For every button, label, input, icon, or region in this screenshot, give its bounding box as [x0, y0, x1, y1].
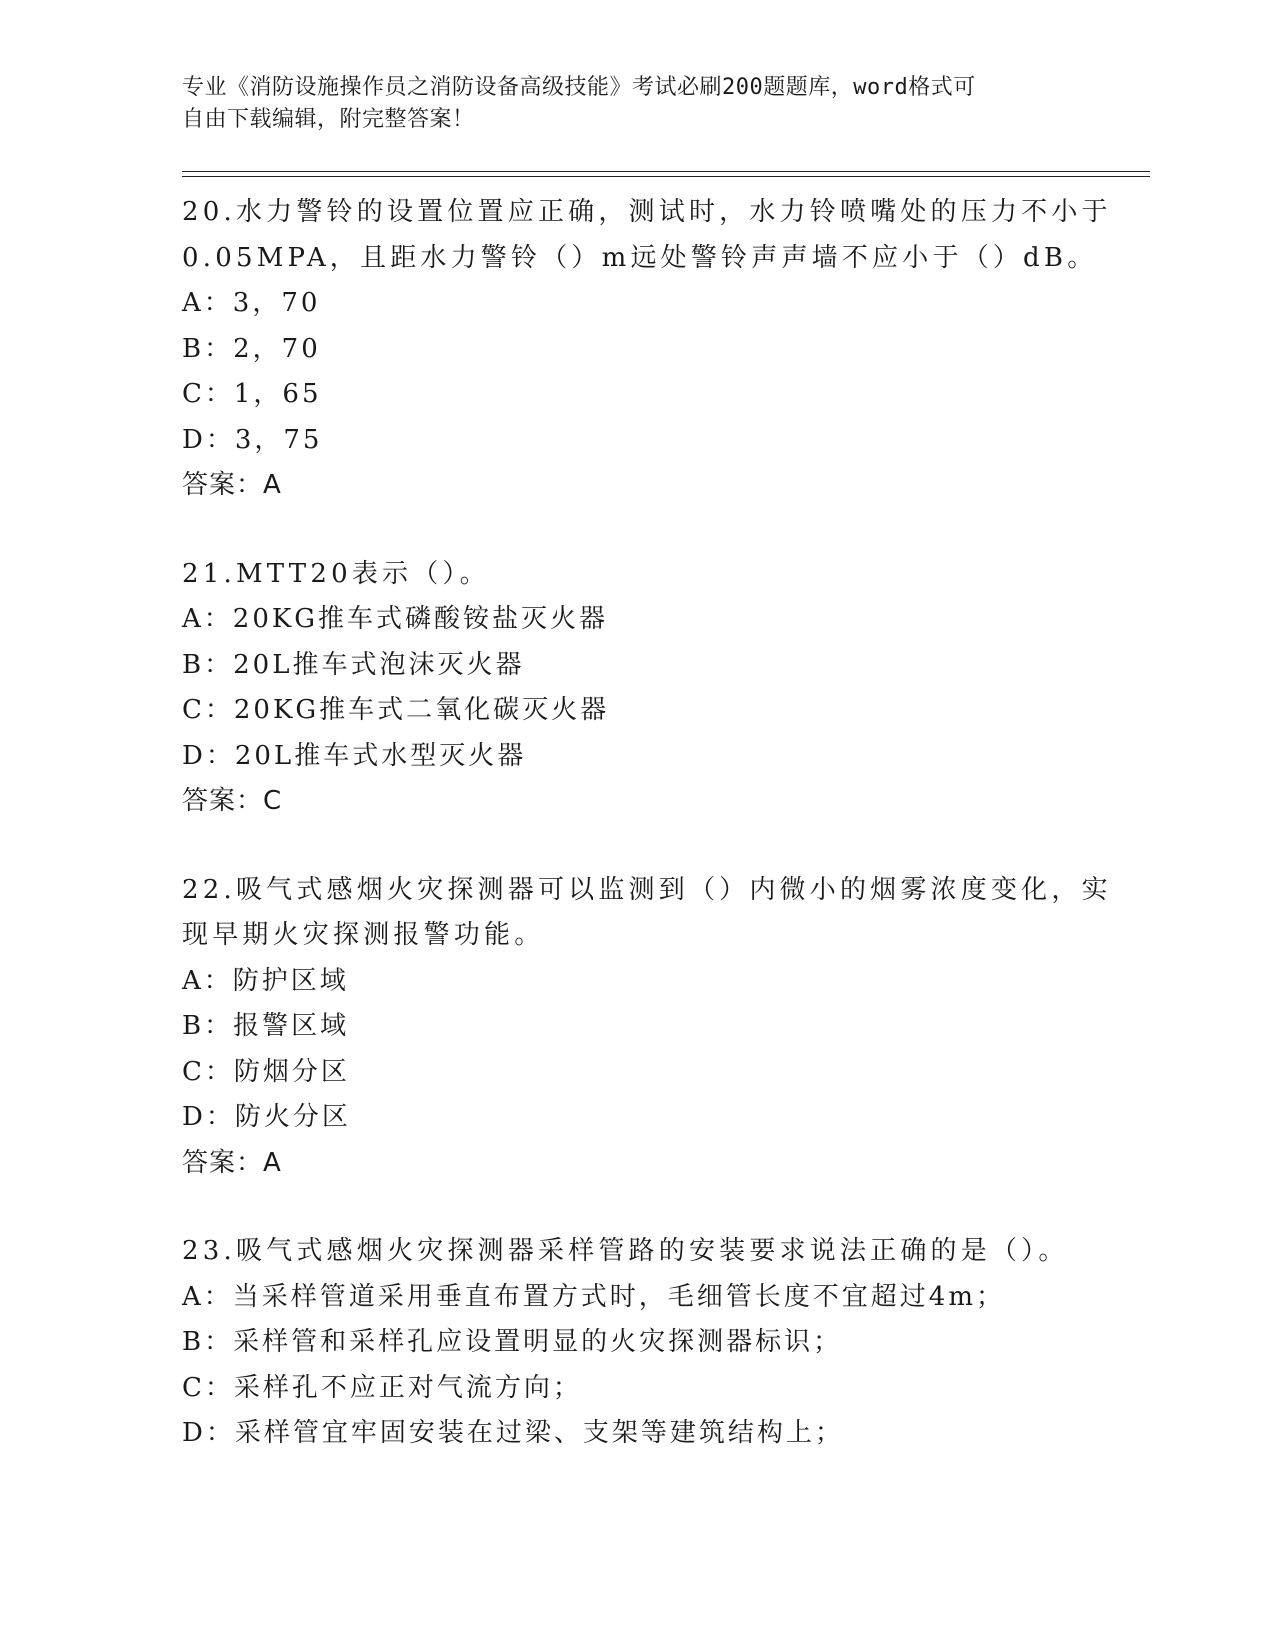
option-c: C：采样孔不应正对气流方向；	[182, 1372, 582, 1403]
option-a: A：防护区域	[182, 965, 349, 996]
option-d: D：采样管宜牢固安装在过梁、支架等建筑结构上；	[182, 1418, 844, 1448]
answer-label: 答案：A	[182, 1147, 282, 1178]
option-d: D：防火分区	[182, 1102, 351, 1132]
question-stem-line: 现早期火灾探测报警功能。	[182, 920, 545, 950]
answer-label: 答案：C	[182, 786, 283, 816]
option-c: C：防烟分区	[182, 1056, 350, 1087]
question-21	[182, 552, 1082, 825]
option-a: A：当采样管道采用垂直布置方式时，毛细管长度不宜超过4m；	[182, 1281, 1005, 1312]
header-line-1: 专业《消防设施操作员之消防设备高级技能》考试必刷200题题库，word格式可	[182, 75, 976, 100]
question-23	[182, 1229, 1082, 1457]
option-a: A：20KG推车式磷酸铵盐灭火器	[182, 604, 609, 634]
question-stem-line: 23.吸气式感烟火灾探测器采样管路的安装要求说法正确的是（）。	[182, 1236, 1069, 1266]
option-b: B：2，70	[182, 333, 321, 364]
question-20	[182, 190, 1112, 509]
question-stem-line: 22.吸气式感烟火灾探测器可以监测到（）内微小的烟雾浓度变化，实	[182, 874, 1112, 905]
answer-label: 答案：A	[182, 470, 282, 500]
question-stem-line: 21.MTT20表示（）。	[182, 558, 490, 589]
option-d: D：20L推车式水型灭火器	[182, 740, 527, 771]
option-d: D：3，75	[182, 424, 323, 455]
question-list	[182, 190, 1112, 1500]
header-line-2: 自由下载编辑，附完整答案！	[182, 107, 475, 132]
option-c: C：20KG推车式二氧化碳灭火器	[182, 695, 610, 725]
document-header	[182, 72, 1062, 136]
header-rule-bottom	[182, 176, 1150, 177]
question-stem-line: 0.05MPA，且距水力警铃（）m远处警铃声声墙不应小于（）dB。	[182, 242, 1098, 273]
option-a: A：3，70	[182, 288, 321, 318]
header-rule-top	[182, 171, 1150, 172]
option-b: B：报警区域	[182, 1011, 350, 1041]
option-c: C：1，65	[182, 379, 322, 409]
option-b: B：20L推车式泡沫灭火器	[182, 649, 525, 680]
question-22	[182, 868, 1112, 1187]
option-b: B：采样管和采样孔应设置明显的火灾探测器标识；	[182, 1327, 843, 1357]
question-stem-line: 20.水力警铃的设置位置应正确，测试时，水力铃喷嘴处的压力不小于	[182, 197, 1112, 227]
